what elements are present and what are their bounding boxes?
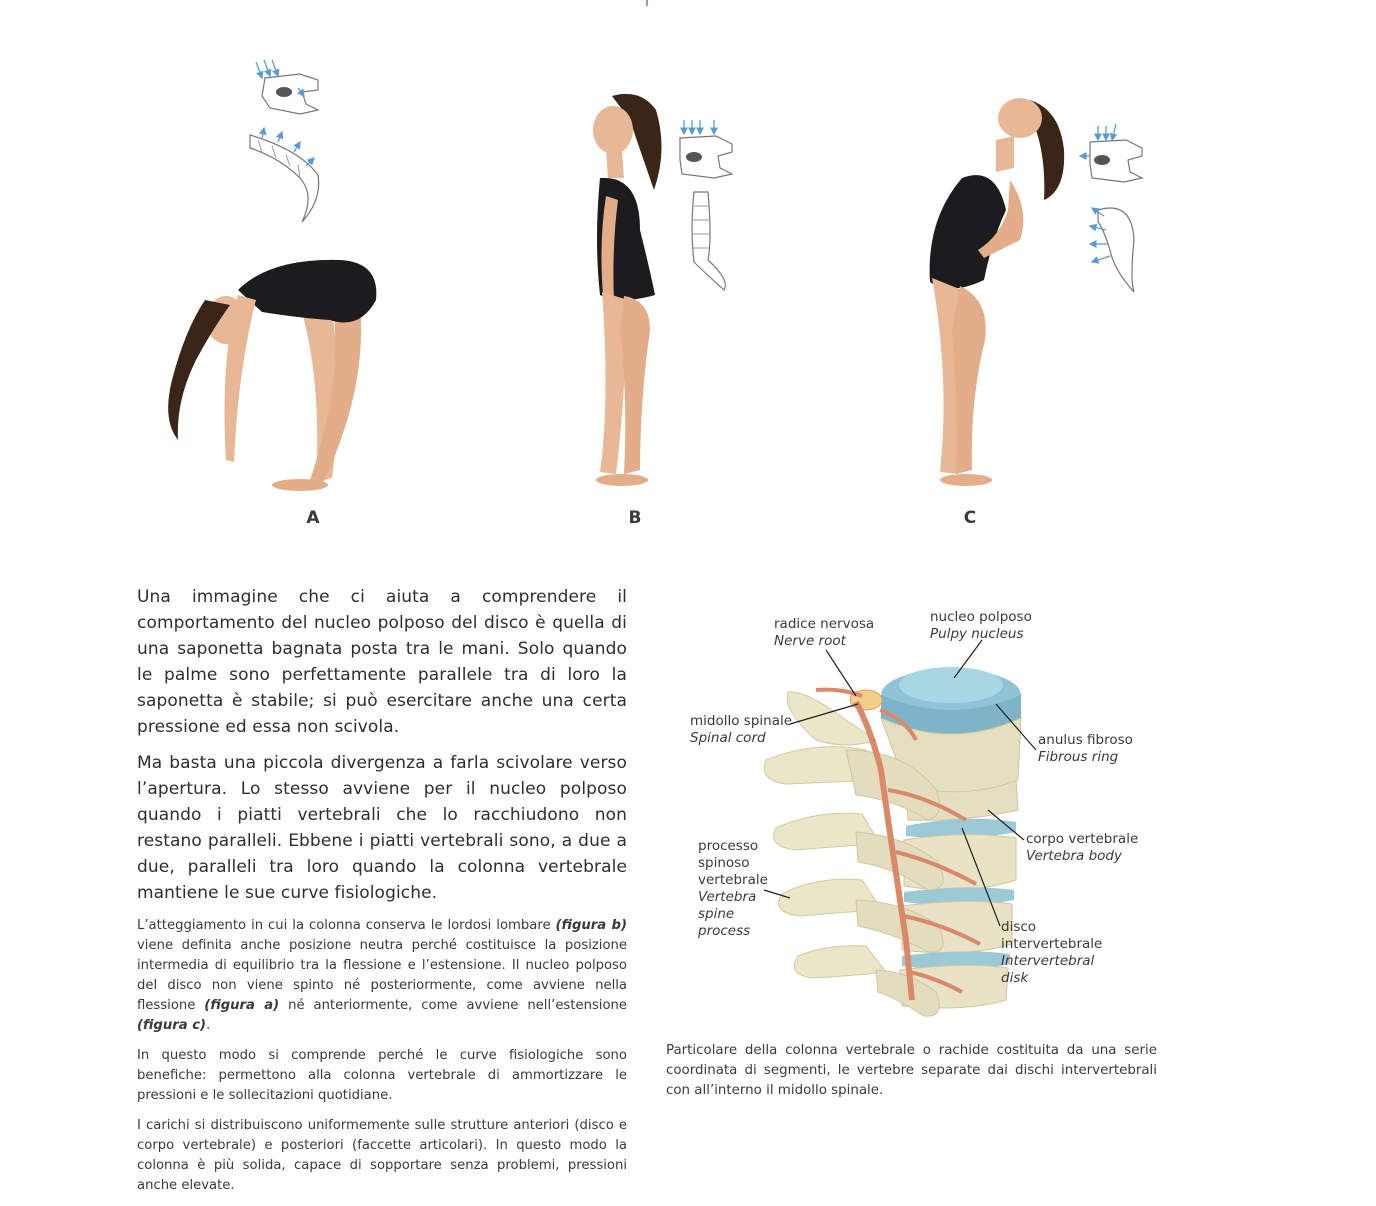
paragraph-divergence: Ma basta una piccola divergenza a farla scivolare verso l’apertura. Lo stesso avviene per il nucleo polposo quando i piatti vertebrali che lo racchiudono non restano paralleli. Ebbene i piatti vertebrali sono, a due a due, paralleli tra loro quando la colonna vertebrale mantiene le sue curve fisiologiche. <box>137 753 627 903</box>
woman-forward-bend <box>168 260 376 491</box>
label-vertebra-body-it: corpo vertebrale <box>1026 831 1139 847</box>
paragraph-physiological-curves: In questo modo si comprende perché le curve fisiologiche sono benefiche: permettono alla colonna vertebrale di ammortizzare le pressioni e le sollecitazioni quotidiane. <box>137 1048 627 1103</box>
paragraph-soap-analogy: Una immagine che ci aiuta a comprendere il comportamento del nucleo polposo del disco è quella di una saponetta bagnata posta tra le mani. Solo quando le palme sono perfettamente parallele tra di loro la saponetta è stabile; si può esercitare anche una certa pressione ed essa non scivola. <box>137 587 627 737</box>
figure-ref-a: (figura a) <box>204 998 280 1013</box>
label-disk-en-1: Intervertebral <box>1001 953 1095 969</box>
posture-figure <box>0 0 1376 545</box>
label-spinal-cord <box>690 713 792 747</box>
text-run: L’atteggiamento in cui la colonna conserva le lordosi lombare <box>137 918 556 933</box>
spine-anatomy-diagram <box>666 600 1166 1030</box>
paragraph-load-distribution: I carichi si distribuiscono uniformemente sulle strutture anteriori (disco e corpo vertebrale) e posteriori (faccette articolari). In questo modo la colonna è più solida, capace di sopportare senza problemi, pressioni anche elevate. <box>137 1118 627 1193</box>
woman-back-extension <box>930 98 1065 486</box>
article-text <box>137 584 627 1206</box>
text-run: . <box>206 1018 211 1033</box>
posture-illustration <box>0 0 1376 545</box>
label-spinal-cord-en: Spinal cord <box>690 730 766 746</box>
label-fibrous-ring-it: anulus fibroso <box>1038 732 1133 748</box>
vertebra-diagram-a <box>250 60 319 222</box>
figure-ref-b: (figura b) <box>555 918 627 933</box>
label-spinous-it-3: vertebrale <box>698 872 768 888</box>
label-spinous-en-3: process <box>698 923 751 939</box>
label-vertebra-body <box>1026 831 1138 865</box>
label-intervertebral-disk <box>1001 919 1102 987</box>
vertebra-diagram-b <box>680 120 732 290</box>
figure-label-b: B <box>628 508 642 528</box>
figure-label-c: C <box>963 508 977 528</box>
label-spinous-it-2: spinoso <box>698 855 750 871</box>
label-spinous-en-1: Vertebra <box>698 889 757 905</box>
label-spinous-process <box>698 838 768 940</box>
figure-ref-c: (figura c) <box>137 1018 207 1033</box>
vertebra-diagram-c <box>1080 124 1142 292</box>
text-run: viene definita anche posizione neutra perché costituisce la posizione intermedia di equilibrio tra la flessione e l’estensione. Il nucleo polposo del disco non viene spinto né posteriormente, come avviene nella flessione <box>137 938 627 1013</box>
label-fibrous-ring-en: Fibrous ring <box>1038 749 1119 765</box>
label-nerve-root-en: Nerve root <box>774 633 846 649</box>
label-spinous-en-2: spine <box>698 906 735 922</box>
label-nerve-root <box>774 616 874 650</box>
label-spinal-cord-it: midollo spinale <box>690 713 793 729</box>
label-pulpy-nucleus-en: Pulpy nucleus <box>930 626 1024 642</box>
label-nerve-root-it: radice nervosa <box>774 616 875 632</box>
label-pulpy-nucleus-it: nucleo polposo <box>930 609 1032 625</box>
label-fibrous-ring <box>1038 732 1133 766</box>
text-run: né anteriormente, come avviene nell’estensione <box>279 998 628 1013</box>
label-disk-it-2: intervertebrale <box>1001 936 1103 952</box>
woman-standing-neutral <box>593 94 662 486</box>
paragraph-neutral-position <box>137 916 627 1036</box>
label-spinous-it-1: processo <box>698 838 759 854</box>
label-pulpy-nucleus <box>930 609 1032 643</box>
label-disk-it-1: disco <box>1001 919 1037 935</box>
label-vertebra-body-en: Vertebra body <box>1026 848 1122 864</box>
figure-label-a: A <box>306 508 320 528</box>
label-disk-en-2: disk <box>1001 970 1029 986</box>
spine-caption: Particolare della colonna vertebrale o rachide costituita da una serie coordinata di segmenti, le vertebre separate dai dischi intervertebrali con all’interno il midollo spinale. <box>666 1043 1157 1098</box>
